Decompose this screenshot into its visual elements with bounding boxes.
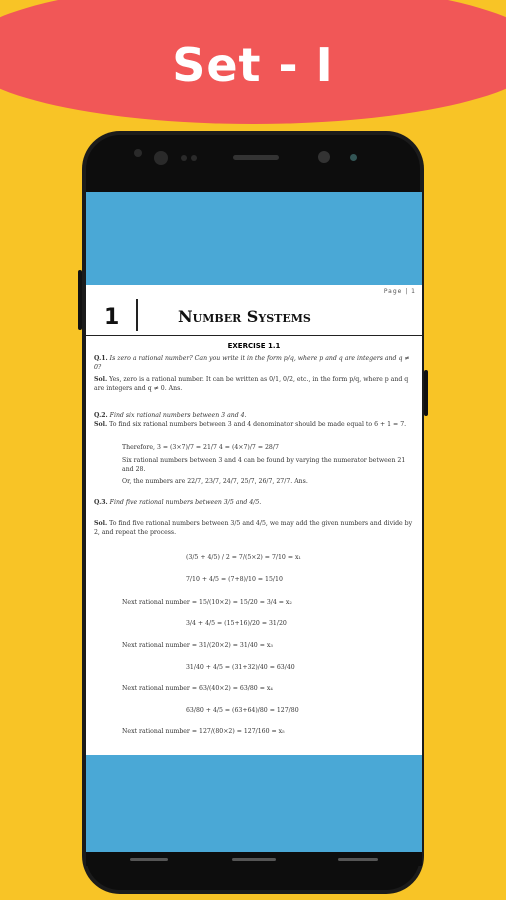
app-screen <box>86 192 422 852</box>
question-label: Q.1. <box>94 355 108 362</box>
step-2: 7/10 + 4/5 = (7+8)/10 = 15/10 <box>186 576 283 583</box>
flash-icon <box>350 154 357 161</box>
solution-2 <box>94 420 414 429</box>
question-label: Q.3. <box>94 499 108 506</box>
back-nav-icon[interactable] <box>130 858 168 861</box>
home-nav-icon[interactable] <box>232 858 276 861</box>
banner-title: Set - I <box>172 38 334 92</box>
sensor-icon <box>154 151 168 165</box>
solution-label: Sol. <box>94 376 108 383</box>
question-text: Find six rational numbers between 3 and 4. <box>109 412 247 419</box>
question-text: Is zero a rational number? Can you write it in the form p/q, where p and q are integers and q ≠ 0? <box>94 355 410 371</box>
sensor-dot-icon <box>191 155 197 161</box>
question-text: Find five rational numbers between 3/5 and 4/5. <box>109 499 262 506</box>
question-3 <box>94 498 414 507</box>
step-3: Next rational number = 15/(10×2) = 15/20 = 3/4 = x₂ <box>122 599 292 606</box>
chapter-divider <box>136 299 138 331</box>
question-label: Q.2. <box>94 412 108 419</box>
question-1 <box>94 354 414 372</box>
navigation-bar <box>86 852 422 866</box>
power-button <box>424 370 428 416</box>
step-5: Next rational number = 31/(20×2) = 31/40 = x₃ <box>122 642 273 649</box>
solution-2-explanation: Six rational numbers between 3 and 4 can be found by varying the numerator between 21 and 28. <box>122 457 406 473</box>
solution-3 <box>94 519 414 537</box>
step-9: Next rational number = 127/(80×2) = 127/160 = x₅ <box>122 728 285 735</box>
solution-label: Sol. <box>94 421 108 428</box>
step-1: (3/5 + 4/5) / 2 = 7/(5×2) = 7/10 = x₁ <box>186 554 301 561</box>
sensor-dot-icon <box>181 155 187 161</box>
solution-2-conversion: Therefore, 3 = (3×7)/7 = 21/7 4 = (4×7)/7 = 28/7 <box>122 444 279 451</box>
step-8: 63/80 + 4/5 = (63+64)/80 = 127/80 <box>186 707 299 714</box>
chapter-title: Number Systems <box>178 307 311 326</box>
chapter-rule <box>86 335 422 336</box>
solution-text: To find six rational numbers between 3 and 4 denominator should be made equal to 6 + 1 = 7. <box>109 421 407 428</box>
solution-label: Sol. <box>94 520 108 527</box>
recents-nav-icon[interactable] <box>338 858 378 861</box>
solution-text: Yes, zero is a rational number. It can be written as 0/1, 0/2, etc., in the form p/q, where p and q are integers and q ≠ 0. Ans. <box>94 376 409 392</box>
solution-text: To find five rational numbers between 3/5 and 4/5, we may add the given numbers and divide by 2, and repeat the process. <box>94 520 413 536</box>
step-4: 3/4 + 4/5 = (15+16)/20 = 31/20 <box>186 620 287 627</box>
chapter-number: 1 <box>104 305 120 330</box>
earpiece-speaker <box>233 155 279 160</box>
solution-2-answer: Or, the numbers are 22/7, 23/7, 24/7, 25/7, 26/7, 27/7. Ans. <box>122 478 308 485</box>
step-6: 31/40 + 4/5 = (31+32)/40 = 63/40 <box>186 664 295 671</box>
volume-button <box>78 270 82 330</box>
exercise-heading: EXERCISE 1.1 <box>227 342 281 350</box>
front-camera-icon <box>134 149 142 157</box>
page-number: Page | 1 <box>383 288 416 295</box>
step-7: Next rational number = 63/(40×2) = 63/80 = x₄ <box>122 685 273 692</box>
selfie-camera-icon <box>318 151 330 163</box>
question-2 <box>94 411 414 420</box>
book-page[interactable] <box>86 285 422 755</box>
solution-1 <box>94 375 414 393</box>
